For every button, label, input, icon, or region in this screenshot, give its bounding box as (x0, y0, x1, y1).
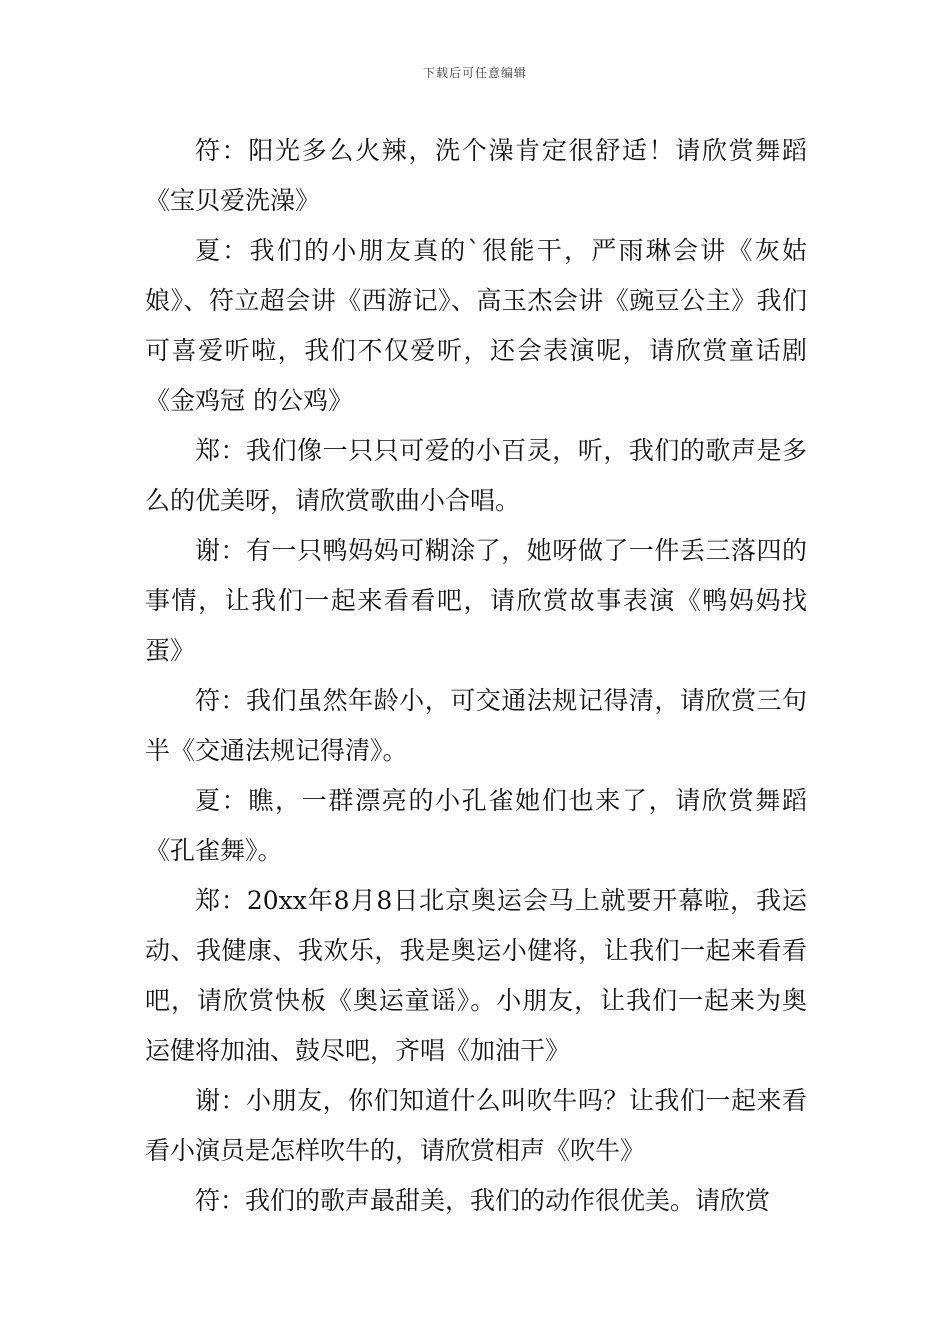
paragraph: 符：我们的歌声最甜美，我们的动作很优美。请欣赏 (195, 1186, 771, 1215)
paragraph: 夏：我们的小朋友真的`很能干，严雨琳会讲《灰姑娘》、符立超会讲《西游记》、高玉杰会讲《豌豆公主》我们可喜爱听啦，我们不仅爱听，还会表演呢，请欣赏童话剧《金鸡冠 的公鸡》 (145, 236, 807, 415)
paragraph: 符：阳光多么火辣，洗个澡肯定很舒适！请欣赏舞蹈《宝贝爱洗澡》 (145, 136, 807, 215)
paragraph: 符：我们虽然年龄小，可交通法规记得清，请欣赏三句半《交通法规记得清》。 (145, 686, 807, 765)
document-body (145, 126, 807, 1226)
page-header-note: 下载后可任意编辑 (422, 66, 527, 80)
paragraph: 郑：我们像一只只可爱的小百灵，听，我们的歌声是多么的优美呀，请欣赏歌曲小合唱。 (145, 436, 807, 515)
paragraph: 谢：有一只鸭妈妈可糊涂了，她呀做了一件丢三落四的事情，让我们一起来看看吧，请欣赏故事表演《鸭妈妈找蛋》 (145, 536, 807, 665)
paragraph: 夏：瞧，一群漂亮的小孔雀她们也来了，请欣赏舞蹈《孔雀舞》。 (145, 786, 807, 865)
paragraph: 谢：小朋友，你们知道什么叫吹牛吗？让我们一起来看看小演员是怎样吹牛的，请欣赏相声《吹牛》 (145, 1086, 807, 1165)
paragraph: 郑：20xx年8月8日北京奥运会马上就要开幕啦，我运动、我健康、我欢乐，我是奥运小健将，让我们一起来看看吧，请欣赏快板《奥运童谣》。小朋友，让我们一起来为奥运健将加油、鼓尽吧，齐唱《加油干》 (145, 886, 807, 1065)
